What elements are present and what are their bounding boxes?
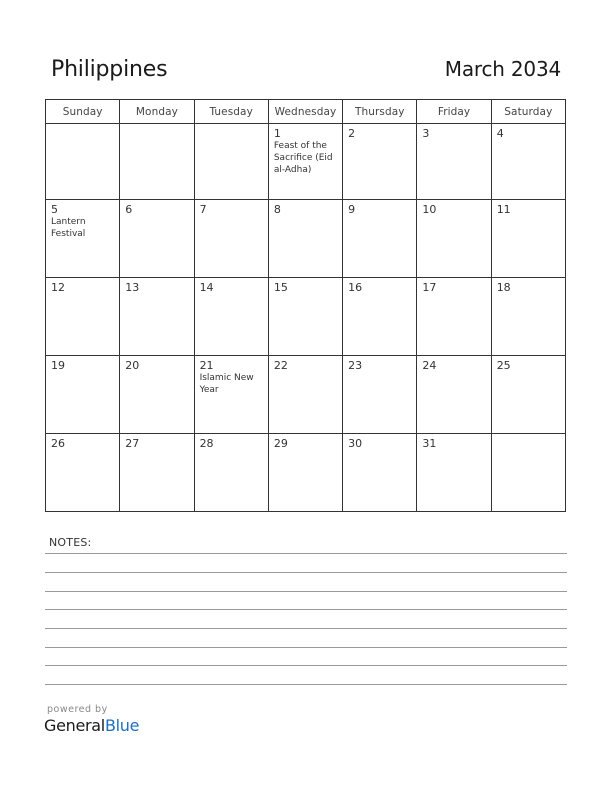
day-cell bbox=[194, 356, 268, 434]
day-cell bbox=[120, 278, 194, 356]
day-cell bbox=[491, 278, 565, 356]
day-number: 26 bbox=[51, 437, 65, 450]
day-number: 13 bbox=[125, 281, 140, 294]
day-number: 30 bbox=[348, 437, 363, 450]
weekday-sunday: Sunday bbox=[46, 100, 120, 124]
day-number: 7 bbox=[199, 203, 207, 216]
notes-line bbox=[45, 609, 567, 610]
day-number: 20 bbox=[125, 359, 140, 372]
day-cell bbox=[491, 124, 565, 200]
day-number: 11 bbox=[496, 203, 511, 216]
notes-line bbox=[45, 553, 567, 554]
weekday-tuesday: Tuesday bbox=[194, 100, 268, 124]
day-cell bbox=[46, 434, 120, 512]
weekday-friday: Friday bbox=[417, 100, 491, 124]
day-cell bbox=[120, 434, 194, 512]
holiday-event: Lantern Festival bbox=[51, 217, 86, 239]
day-cell bbox=[268, 356, 342, 434]
day-number: 12 bbox=[51, 281, 65, 294]
day-cell bbox=[343, 200, 417, 278]
day-number: 21 bbox=[199, 359, 214, 372]
notes-line bbox=[45, 628, 567, 629]
country-title: Philippines bbox=[51, 57, 168, 82]
day-cell bbox=[120, 124, 194, 200]
notes-line bbox=[45, 665, 567, 666]
day-cell bbox=[343, 356, 417, 434]
brand-name-part1: General bbox=[44, 716, 105, 735]
weekday-header-row bbox=[46, 100, 566, 124]
day-number: 28 bbox=[199, 437, 214, 450]
week-row bbox=[46, 124, 566, 200]
notes-label: NOTES: bbox=[49, 536, 92, 549]
notes-line bbox=[45, 684, 567, 685]
day-cell bbox=[46, 278, 120, 356]
day-cell bbox=[343, 278, 417, 356]
day-number: 3 bbox=[422, 127, 430, 140]
powered-by-text: powered by bbox=[47, 704, 108, 715]
holiday-event: Feast of the Sacrifice (Eid al-Adha) bbox=[273, 141, 333, 175]
day-cell bbox=[417, 200, 491, 278]
month-year-title: March 2034 bbox=[444, 57, 561, 81]
notes-line bbox=[45, 572, 567, 573]
day-number: 2 bbox=[348, 127, 356, 140]
notes-line bbox=[45, 591, 567, 592]
day-number: 10 bbox=[422, 203, 437, 216]
day-number: 16 bbox=[348, 281, 363, 294]
day-number: 24 bbox=[422, 359, 437, 372]
day-number: 18 bbox=[496, 281, 511, 294]
day-number: 31 bbox=[422, 437, 437, 450]
brand-logo bbox=[44, 716, 139, 735]
weekday-saturday: Saturday bbox=[491, 100, 565, 124]
day-cell bbox=[417, 434, 491, 512]
day-number: 23 bbox=[348, 359, 363, 372]
day-number: 6 bbox=[125, 203, 133, 216]
day-cell bbox=[268, 434, 342, 512]
day-cell bbox=[46, 124, 120, 200]
day-cell bbox=[343, 124, 417, 200]
day-number: 14 bbox=[199, 281, 214, 294]
day-number: 9 bbox=[348, 203, 356, 216]
day-number: 1 bbox=[273, 127, 281, 140]
calendar-grid bbox=[45, 99, 566, 512]
brand-name-part2: Blue bbox=[104, 716, 140, 735]
day-number: 27 bbox=[125, 437, 140, 450]
day-cell bbox=[417, 124, 491, 200]
day-cell bbox=[491, 200, 565, 278]
day-cell bbox=[194, 124, 268, 200]
day-cell bbox=[268, 124, 342, 200]
weekday-wednesday: Wednesday bbox=[268, 100, 342, 124]
day-cell bbox=[417, 356, 491, 434]
week-row bbox=[46, 434, 566, 512]
week-row bbox=[46, 356, 566, 434]
day-number: 25 bbox=[496, 359, 511, 372]
day-number: 5 bbox=[51, 203, 58, 216]
day-number: 4 bbox=[496, 127, 504, 140]
day-cell bbox=[46, 356, 120, 434]
weekday-monday: Monday bbox=[120, 100, 194, 124]
day-cell bbox=[491, 434, 565, 512]
weekday-thursday: Thursday bbox=[343, 100, 417, 124]
notes-line bbox=[45, 647, 567, 648]
day-number: 17 bbox=[422, 281, 437, 294]
day-cell bbox=[120, 356, 194, 434]
day-cell bbox=[194, 278, 268, 356]
day-cell bbox=[417, 278, 491, 356]
day-cell bbox=[343, 434, 417, 512]
day-cell bbox=[491, 356, 565, 434]
day-number: 15 bbox=[273, 281, 288, 294]
day-cell bbox=[268, 200, 342, 278]
holiday-event: Islamic New Year bbox=[199, 373, 254, 395]
day-cell bbox=[194, 200, 268, 278]
day-number: 8 bbox=[273, 203, 281, 216]
day-cell bbox=[46, 200, 120, 278]
week-row bbox=[46, 278, 566, 356]
day-number: 19 bbox=[51, 359, 65, 372]
week-row bbox=[46, 200, 566, 278]
day-cell bbox=[268, 278, 342, 356]
day-number: 22 bbox=[273, 359, 288, 372]
day-number: 29 bbox=[273, 437, 288, 450]
day-cell bbox=[120, 200, 194, 278]
day-cell bbox=[194, 434, 268, 512]
